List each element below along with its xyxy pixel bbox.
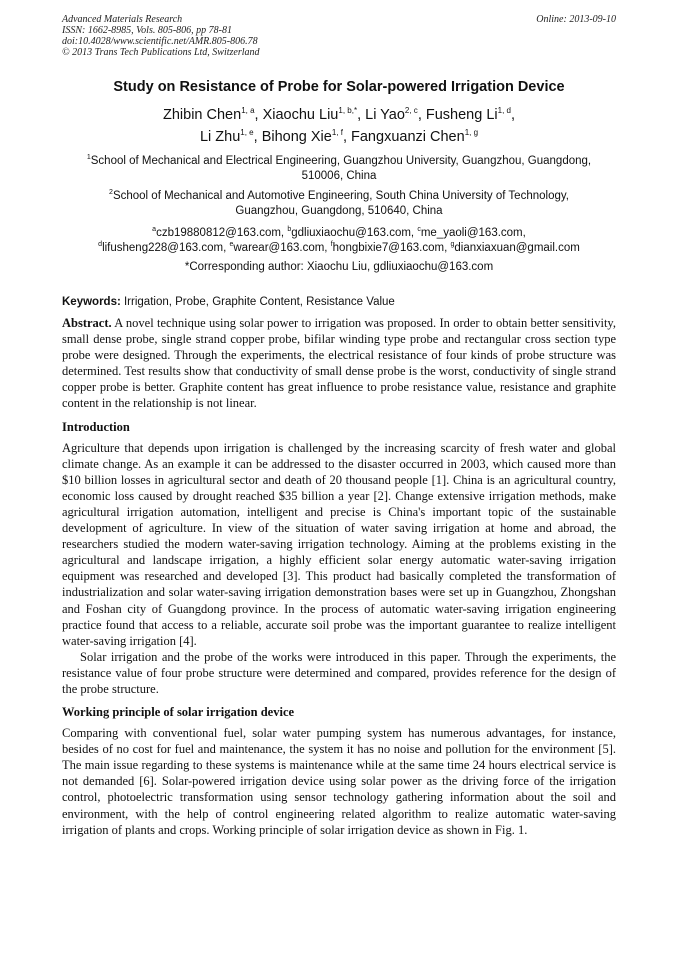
copyright-line: © 2013 Trans Tech Publications Ltd, Switzerland [62, 47, 260, 58]
email-link[interactable]: hongbixie7@163.com, [332, 242, 451, 254]
section-heading-working-principle: Working principle of solar irrigation device [62, 705, 295, 720]
author-name: Zhibin Chen [163, 107, 242, 123]
issn-line: ISSN: 1662-8985, Vols. 805-806, pp 78-81 [62, 25, 232, 36]
email-link[interactable]: me_yaoli@163.com, [420, 227, 526, 239]
author-list [62, 104, 616, 148]
journal-name: Advanced Materials Research [62, 14, 183, 25]
introduction-paragraph-2: Solar irrigation and the probe of the works were introduced in this paper. Through the experiments, the resistance value of four probe structure were determined and compared, provides reference for the design of the probe structure. [62, 649, 616, 696]
paper-page [62, 14, 616, 838]
author-sup: 1, d [497, 106, 511, 115]
author-name: Xiaochu Liu [262, 107, 339, 123]
author-name: Fangxuanzi Chen [351, 129, 465, 145]
journal-header [62, 14, 616, 58]
author-sup: 1, b,* [338, 106, 358, 115]
section-heading-introduction: Introduction [62, 419, 130, 434]
abstract [62, 315, 616, 412]
email-link[interactable]: lifusheng228@163.com, [102, 242, 230, 254]
keywords [62, 295, 616, 310]
paper-title: Study on Resistance of Probe for Solar-powered Irrigation Device [113, 79, 565, 95]
affiliation-1: $^1$School of Mechanical and Electrical Engineering, Guangzhou University, Guangzhou, Guangdong, 510006, China [86, 154, 592, 182]
doi-line: doi:10.4028/www.scientific.net/AMR.805-806.78 [62, 36, 258, 47]
author-emails: $^a$czb19880812@163.com, $^b$gdliuxiaochu@163.com, $^c$me_yaoli@163.com, $^d$lifusheng228@163.com, $^e$warear@163.com, $^f$hongbixie7@163.com, $^g$dianxiaxuan@gmail.com [98, 226, 580, 254]
email-link[interactable]: czb19880812@163.com, [156, 227, 288, 239]
author-name: Fusheng Li [425, 107, 498, 123]
author-line-1: Zhibin Chen$^{1, a}$, Xiaochu Liu$^{1, b,*}$, Li Yao$^{2, c}$, Fusheng Li$^{1, d}$, [163, 106, 515, 123]
corresponding-author: *Corresponding author: Xiaochu Liu, gdliuxiaochu@163.com [184, 261, 494, 273]
affiliation-2: $^2$School of Mechanical and Automotive Engineering, South China University of Technology, Guangzhou, Guangdong, 510640, China [109, 189, 569, 217]
author-sup: 1, f [331, 128, 343, 137]
email-link[interactable]: gdliuxiaochu@163.com, [291, 227, 418, 239]
online-date: Online: 2013-09-10 [536, 14, 616, 25]
author-sup: 2, c [404, 106, 418, 115]
working-principle-paragraph: Comparing with conventional fuel, solar water pumping system has numerous advantages, for instance, besides of no cost for fuel and maintenance, the system it has no noise and pollution for the environment [5]. The main issue regarding to these systems is maintenance while at the same time 24 hours electrical service is not demanded [6]. Solar-powered irrigation device using solar power as the driving force of the irrigation control, photoelectric transformation using sensor technology gathering information about the soil and environment, with the help of control engineering related algorithm to realize automatic water-saving irrigation of plants and crops. Working principle of solar irrigation device as shown in Fig. 1. [62, 726, 616, 837]
author-name: Li Yao [365, 107, 405, 123]
author-name: Li Zhu [199, 129, 241, 145]
email-link[interactable]: warear@163.com, [233, 242, 331, 254]
abstract-label: Abstract. [62, 316, 112, 330]
author-line-2: Li Zhu$^{1, e}$, Bihong Xie$^{1, f}$, Fangxuanzi Chen$^{1, g}$ [199, 128, 479, 145]
abstract-text: A novel technique using solar power to irrigation was proposed. In order to obtain better sensitivity, small dense probe, single strand copper probe, bifilar winding type probe and rectangular cross section type probe were designed. Through the experiments, the electrical resistance of four kinds of probe structure was determined. Test results show that conductivity of small dense probe is the worst, conductivity of single strand copper probe is better. Graphite content has great influence to probe resistance value, resistance and graphite content in the relationship is not linear. [62, 316, 616, 411]
email-link[interactable]: dianxiaxuan@gmail.com [454, 242, 580, 254]
author-sup: 1, a [241, 106, 255, 115]
keywords-label: Keywords: [62, 296, 121, 308]
author-sup: 1, e [240, 128, 254, 137]
author-sup: 1, g [464, 128, 479, 137]
introduction-paragraph-1: Agriculture that depends upon irrigation is challenged by the increasing scarcity of fresh water and global climate change. As an example it can be addressed to the disaster occurred in 2003, which caused more than $10 billion losses in agricultural sector and death of 20 thousand people [1]. China is an agricultural country, economic loss caused by drought reached $35 billion a year [2]. Change extensive irrigation methods, make agricultural irrigation automation, intelligent and precise is China's important topic of the sustainable development of agriculture. In view of the situation of water saving irrigation at home and abroad, the researchers studied the modern water-saving irrigation technology. Aiming at the problems existing in the agricultural and landscape irrigation, a highly efficient solar energy automatic water-saving irrigation equipment was researched and developed [3]. This product had basically completed the transformation of industrialization and solar water-saving irrigation demonstration bases were set up in Guangzhou, Zhongshan and Foshan city of Guangdong province. In the process of automatic water-saving irrigation engineering practice found that access to a reliable, accurate soil probe was the important guarantee to realize intelligent water-saving irrigation [4]. [62, 440, 616, 648]
keywords-text: Irrigation, Probe, Graphite Content, Resistance Value [120, 296, 395, 308]
author-name: Bihong Xie [261, 129, 332, 145]
